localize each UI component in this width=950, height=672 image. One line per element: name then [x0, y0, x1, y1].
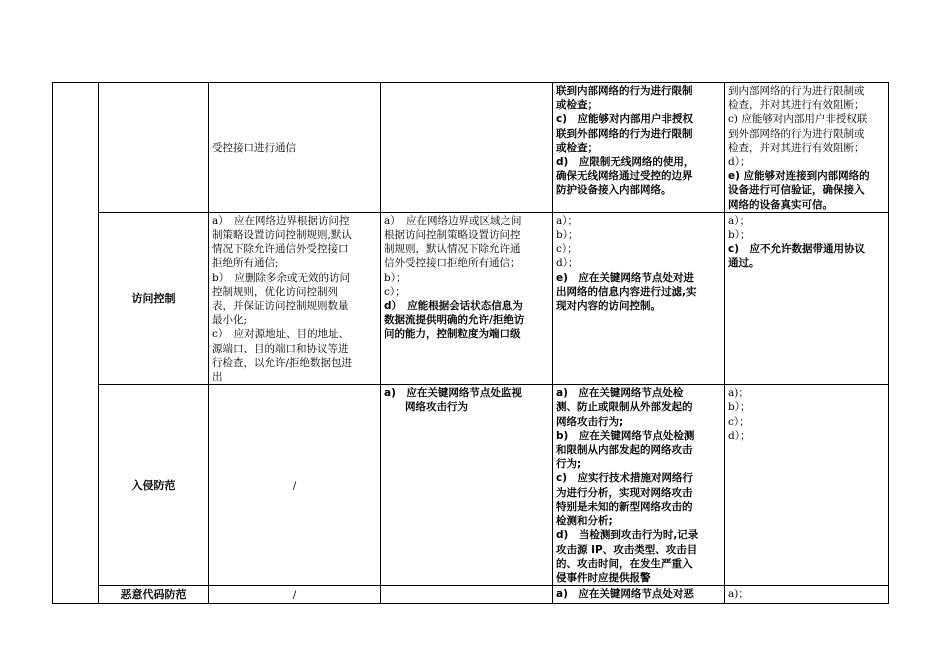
- requirement-line: c) 应不允许数据带通用协议: [728, 243, 866, 256]
- level4-cell: [725, 586, 889, 604]
- requirement-line: 行为;: [556, 458, 582, 471]
- requirement-line: c）；: [384, 285, 406, 298]
- not-applicable-mark: /: [292, 589, 297, 601]
- level2-cell: [381, 586, 553, 604]
- requirement-line: b）；: [728, 401, 751, 414]
- requirement-line: 控制规则，优化访问控制列: [212, 285, 338, 298]
- requirement-line: 数据流提供明确的允许/拒绝访: [384, 314, 525, 327]
- not-applicable-mark: /: [292, 479, 297, 492]
- requirement-line: c）；: [556, 243, 578, 256]
- requirement-line: 拒绝所有通信;: [212, 257, 279, 270]
- control-name-cell: [99, 83, 209, 213]
- level3-cell: [553, 385, 725, 586]
- requirement-line: 通过。: [728, 257, 760, 270]
- requirement-line: 攻击源 IP、攻击类型、攻击目: [556, 543, 698, 556]
- level1-text: 受控接口进行通信: [212, 141, 296, 154]
- requirement-line: 或检查；: [556, 141, 598, 154]
- level3-cell: [553, 212, 725, 384]
- requirement-line: 检查，并对其进行有效阻断；: [728, 141, 865, 154]
- requirement-line: 联到内部网络的行为进行限制: [556, 85, 693, 97]
- table-row: [53, 212, 889, 384]
- requirement-line: a）；: [556, 214, 579, 227]
- control-name-cell: [99, 212, 209, 384]
- requirement-line: e) 应在关键网络节点处对进: [556, 271, 694, 284]
- requirement-line: a) 应在关键网络节点处对恶: [556, 588, 694, 601]
- requirement-line: 情况下除允许通信外受控接口: [212, 243, 349, 256]
- control-name-cell: [99, 586, 209, 604]
- level1-cell: [209, 212, 381, 384]
- requirement-line: c) 应实行技术措施对网络行: [556, 472, 694, 485]
- requirement-line: d）；: [556, 257, 579, 270]
- requirement-line: 为进行分析，实现对网络攻击: [556, 486, 693, 499]
- level2-cell: [381, 83, 553, 213]
- requirement-line: 和限制从内部发起的网络攻击: [556, 444, 693, 457]
- requirement-line: 的、攻击时间，在发生严重入: [556, 557, 693, 570]
- requirement-line: 根据访问控制策略设置访问控: [384, 229, 521, 242]
- requirement-line: 源端口、目的端口和协议等进: [212, 342, 349, 355]
- requirement-line: 出: [212, 371, 223, 384]
- requirement-line: a） 应在网络边界或区域之间: [384, 214, 522, 227]
- requirement-line: 网络的设备真实可信。: [728, 198, 833, 211]
- table-row: [53, 83, 889, 213]
- requirement-line: d） 应能根据会话状态信息为: [384, 300, 523, 313]
- level4-cell: [725, 385, 889, 586]
- requirement-line: d) 当检测到攻击行为时,记录: [556, 529, 699, 542]
- requirement-line: 确保无线网络通过受控的边界: [556, 170, 693, 183]
- requirement-line: a） 应在网络边界根据访问控: [212, 214, 350, 227]
- requirement-line: 现对内容的访问控制。: [556, 300, 661, 313]
- requirement-line: b）；: [728, 229, 751, 242]
- requirement-line: 信外受控接口拒绝所有通信；: [384, 257, 521, 270]
- level1-cell: [209, 586, 381, 604]
- requirement-line: d）；: [728, 429, 751, 442]
- level1-cell: [209, 385, 381, 586]
- control-label: 入侵防范: [131, 478, 176, 492]
- requirement-line: e) 应能够对连接到内部网络的: [728, 170, 870, 183]
- table-row: [53, 586, 889, 604]
- table-row: [53, 385, 889, 586]
- requirement-line: c）；: [728, 415, 750, 428]
- requirement-line: c) 应能够对内部用户非授权: [556, 113, 694, 126]
- level3-cell: [553, 586, 725, 604]
- requirement-line: 侵事件时应提供报警: [556, 571, 651, 584]
- requirement-line: 检测和分析;: [556, 515, 613, 528]
- requirement-line: 检查，并对其进行有效阻断；: [728, 99, 865, 112]
- control-label: 访问控制: [131, 291, 176, 305]
- requirement-line: 防护设备接入内部网络。: [556, 184, 672, 197]
- requirement-line: 或检查；: [556, 99, 598, 112]
- level4-cell: [725, 212, 889, 384]
- requirement-line: a)；: [728, 387, 749, 400]
- requirement-line: a) 应在关键网络节点处监视: [384, 387, 522, 400]
- requirement-line: c) 应能够对内部用户非授权联: [728, 113, 868, 126]
- requirement-line: 网络攻击行为: [384, 401, 468, 414]
- requirement-line: 制规则，默认情况下除允许通: [384, 243, 521, 256]
- requirement-line: 行检查，以允许/拒绝数据包进: [212, 356, 353, 369]
- requirement-line: b）；: [384, 271, 407, 284]
- requirement-line: 测、防止或限制从外部发起的: [556, 401, 693, 414]
- requirement-line: 表，并保证访问控制规则数量: [212, 300, 349, 313]
- requirement-line: b) 应在关键网络节点处检测: [556, 429, 695, 442]
- level3-cell: [553, 83, 725, 213]
- requirement-line: 出网络的信息内容进行过滤,实: [556, 285, 697, 298]
- requirement-line: 网络攻击行为;: [556, 415, 624, 428]
- category-cell: [53, 83, 99, 604]
- control-label: 恶意代码防范: [120, 588, 187, 601]
- requirement-line: 到外部网络的行为进行限制或: [728, 127, 865, 140]
- requirement-line: a) 应在关键网络节点处检: [556, 387, 684, 400]
- level2-cell: [381, 385, 553, 586]
- requirement-line: 到内部网络的行为进行限制或: [728, 85, 865, 97]
- level4-cell: [725, 83, 889, 213]
- requirement-line: d) 应限制无线网络的使用，: [556, 156, 695, 169]
- requirements-table: [52, 82, 889, 604]
- requirement-line: c） 应对源地址、目的地址、: [212, 328, 350, 341]
- requirement-line: 问的能力，控制粒度为端口级: [384, 328, 521, 341]
- requirement-line: b）；: [556, 229, 579, 242]
- requirement-line: a)；: [728, 588, 749, 601]
- requirement-line: 最小化;: [212, 314, 248, 327]
- requirement-line: 设备进行可信验证，确保接入: [728, 184, 865, 197]
- control-name-cell: [99, 385, 209, 586]
- requirement-line: 联到外部网络的行为进行限制: [556, 127, 693, 140]
- requirement-line: 特别是未知的新型网络攻击的: [556, 500, 693, 513]
- requirement-line: a）；: [728, 214, 751, 227]
- requirement-line: b） 应删除多余或无效的访问: [212, 271, 350, 284]
- requirement-line: d）；: [728, 156, 751, 169]
- level1-cell: [209, 83, 381, 213]
- requirement-line: 制策略设置访问控制规则,默认: [212, 229, 352, 242]
- level2-cell: [381, 212, 553, 384]
